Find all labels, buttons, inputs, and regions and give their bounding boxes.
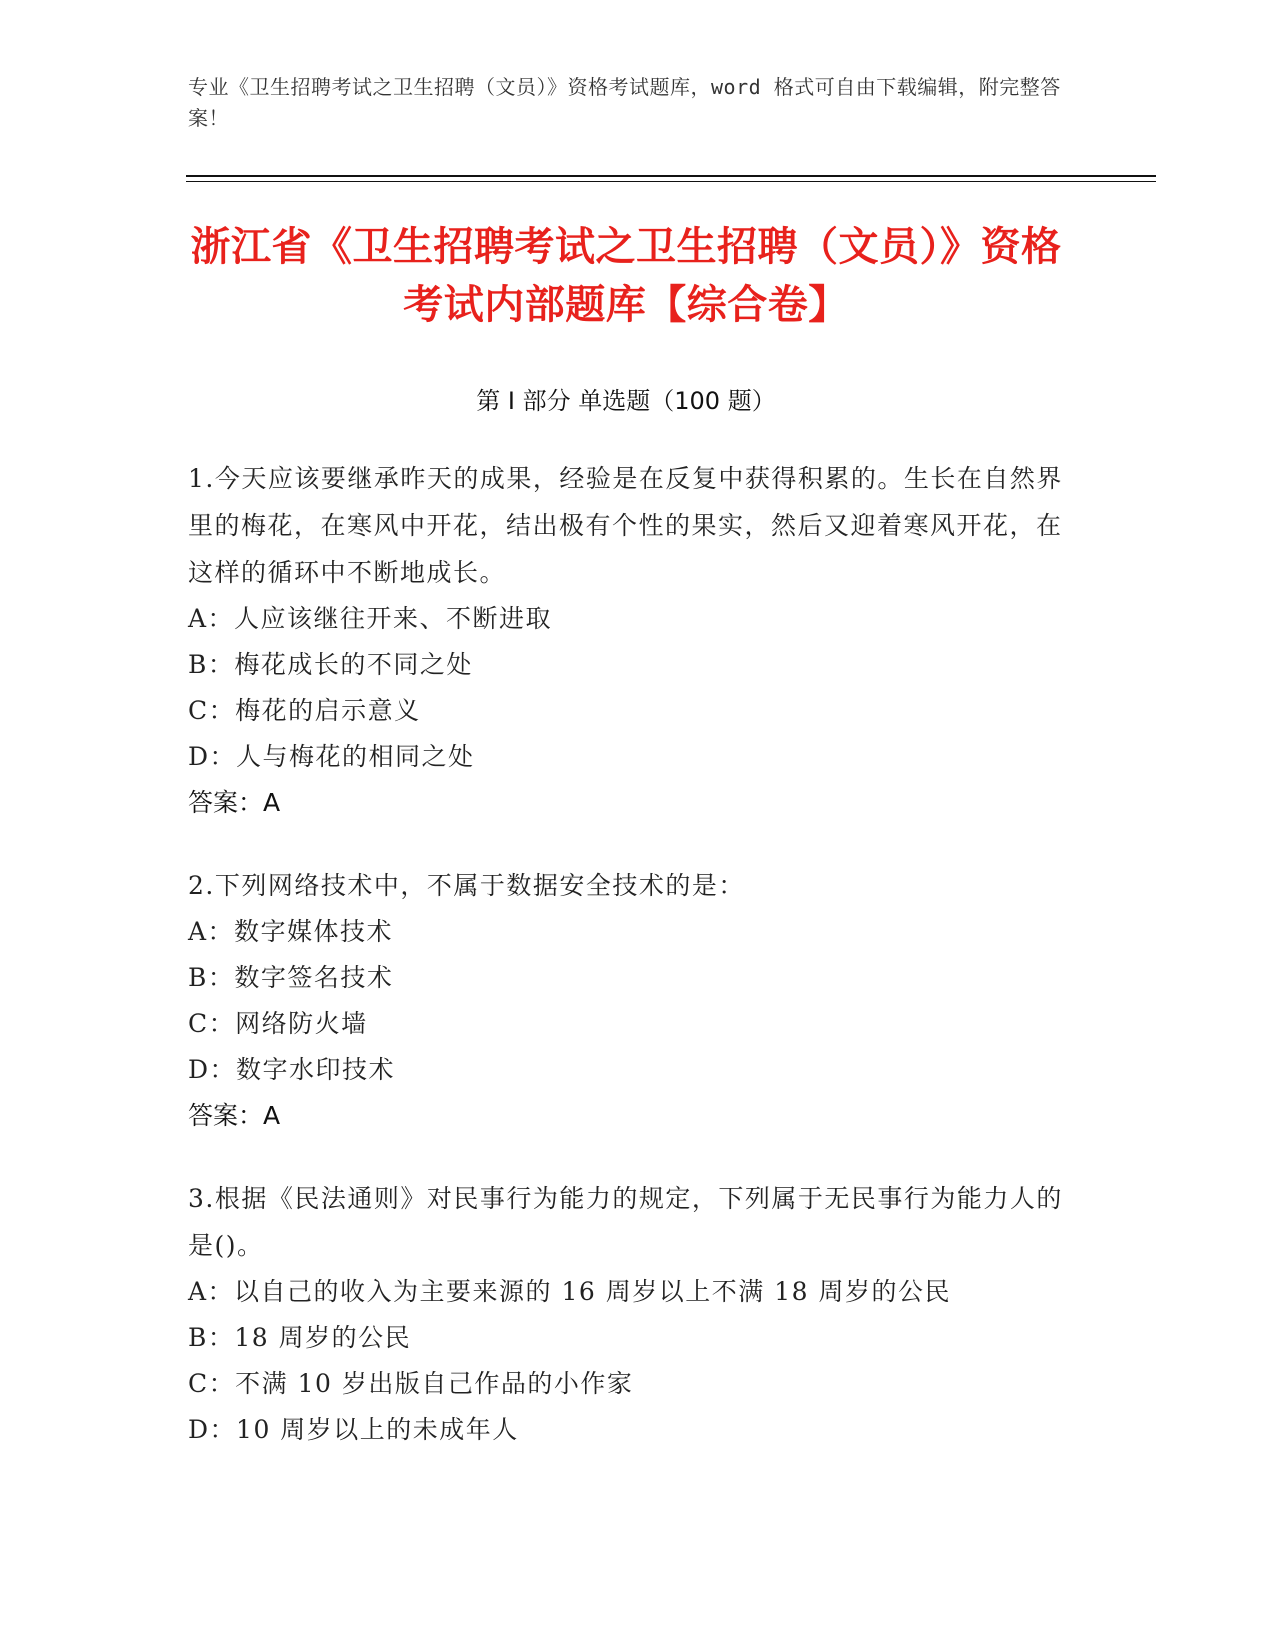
option-c: C：梅花的启示意义 <box>188 696 421 725</box>
option-a: A：人应该继往开来、不断进取 <box>188 604 553 633</box>
answer: 答案：A <box>188 788 281 817</box>
question-3 <box>188 1175 1068 1453</box>
option-b: B：梅花成长的不同之处 <box>188 650 473 679</box>
question-stem: 2.下列网络技术中，不属于数据安全技术的是： <box>188 871 745 900</box>
option-a: A：数字媒体技术 <box>188 917 394 946</box>
option-d: D：人与梅花的相同之处 <box>188 742 475 771</box>
option-b: B：18 周岁的公民 <box>188 1323 412 1352</box>
option-d: D：数字水印技术 <box>188 1055 396 1084</box>
section-title: 第 I 部分 单选题（100 题） <box>476 387 776 415</box>
header-note: 专业《卫生招聘考试之卫生招聘（文员）》资格考试题库，word 格式可自由下载编辑，附完整答案！ <box>188 75 1061 130</box>
header-divider-thin <box>186 181 1156 182</box>
option-c: C：不满 10 岁出版自己作品的小作家 <box>188 1369 634 1398</box>
question-stem: 1.今天应该要继承昨天的成果，经验是在反复中获得积累的。生长在自然界里的梅花，在寒风中开花，结出极有个性的果实，然后又迎着寒风开花，在这样的循环中不断地成长。 <box>188 464 1063 587</box>
question-stem: 3.根据《民法通则》对民事行为能力的规定，下列属于无民事行为能力人的是()。 <box>188 1184 1063 1260</box>
option-c: C：网络防火墙 <box>188 1009 368 1038</box>
question-2 <box>188 862 1068 1139</box>
header-divider-thick <box>186 175 1156 177</box>
document-title: 浙江省《卫生招聘考试之卫生招聘（文员）》资格考试内部题库【综合卷】 <box>190 224 1062 328</box>
answer: 答案：A <box>188 1101 281 1130</box>
question-1 <box>188 455 1068 826</box>
option-d: D：10 周岁以上的未成年人 <box>188 1415 519 1444</box>
option-a: A：以自己的收入为主要来源的 16 周岁以上不满 18 周岁的公民 <box>188 1277 951 1306</box>
option-b: B：数字签名技术 <box>188 963 394 992</box>
